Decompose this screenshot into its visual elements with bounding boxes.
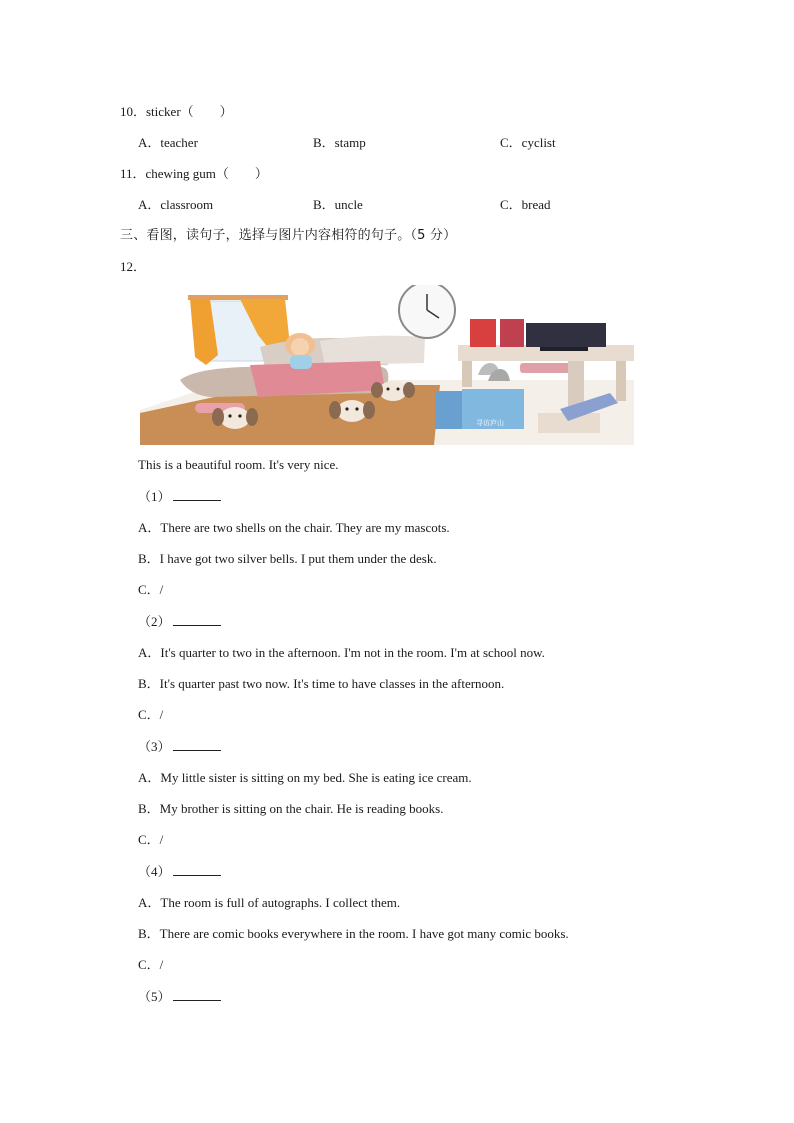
question-12-label: 12． [120,259,147,274]
item-1-option-a[interactable]: A．There are two shells on the chair. They are my mascots. [138,520,450,535]
question-11-stem: 11．chewing gum（ ） [120,166,268,181]
item-3-row [138,739,221,755]
q11-option-c[interactable]: C．bread [500,197,551,212]
clock-icon [399,285,455,338]
q11-option-a[interactable]: A．classroom [138,197,214,212]
item-2-answer-blank[interactable] [173,614,221,626]
q10-option-b[interactable]: B．stamp [313,135,366,150]
item-1-option-c[interactable]: C．/ [138,582,164,597]
comic-book-title: 寻访庐山 [476,419,504,427]
item-5-answer-blank[interactable] [173,989,221,1001]
item-3-number: （3） [138,739,171,754]
item-4-answer-blank[interactable] [173,864,221,876]
item-4-option-c[interactable]: C．/ [138,957,164,972]
question-10-stem: 10．sticker（ ） [120,104,233,119]
q10-option-a[interactable]: A．teacher [138,135,198,150]
section-3-title: 三、看图，读句子，选择与图片内容相符的句子。（5 分） [120,228,457,243]
item-4-option-a[interactable]: A．The room is full of autographs. I collect them. [138,895,401,910]
item-4-number: （4） [138,864,171,879]
tv-monitor [526,323,606,347]
item-1-option-b[interactable]: B．I have got two silver bells. I put them under the desk. [138,551,437,566]
puppy-left [212,407,258,429]
item-2-option-c[interactable]: C．/ [138,707,164,722]
item-5-number: （5） [138,989,171,1004]
item-1-answer-blank[interactable] [173,489,221,501]
item-3-option-c[interactable]: C．/ [138,832,164,847]
q11-option-b[interactable]: B．uncle [313,197,363,212]
puppy-middle [329,400,375,422]
passage-intro: This is a beautiful room. It's very nice. [138,457,339,472]
item-3-option-b[interactable]: B．My brother is sitting on the chair. He is reading books. [138,801,444,816]
item-1-number: （1） [138,489,171,504]
item-2-option-b[interactable]: B．It's quarter past two now. It's time to have classes in the afternoon. [138,676,505,691]
item-3-option-a[interactable]: A．My little sister is sitting on my bed. She is eating ice cream. [138,770,472,785]
room-illustration [140,285,634,445]
item-4-row [138,864,221,880]
comic-books [435,389,524,429]
q10-option-c[interactable]: C．cyclist [500,135,556,150]
silver-bells [478,363,510,381]
item-4-option-b[interactable]: B．There are comic books everywhere in the room. I have got many comic books. [138,926,569,941]
item-2-row [138,614,221,630]
item-2-option-a[interactable]: A．It's quarter to two in the afternoon. I'm not in the room. I'm at school now. [138,645,545,660]
item-3-answer-blank[interactable] [173,739,221,751]
item-5-row [138,989,221,1005]
item-1-row [138,489,221,505]
item-2-number: （2） [138,614,171,629]
